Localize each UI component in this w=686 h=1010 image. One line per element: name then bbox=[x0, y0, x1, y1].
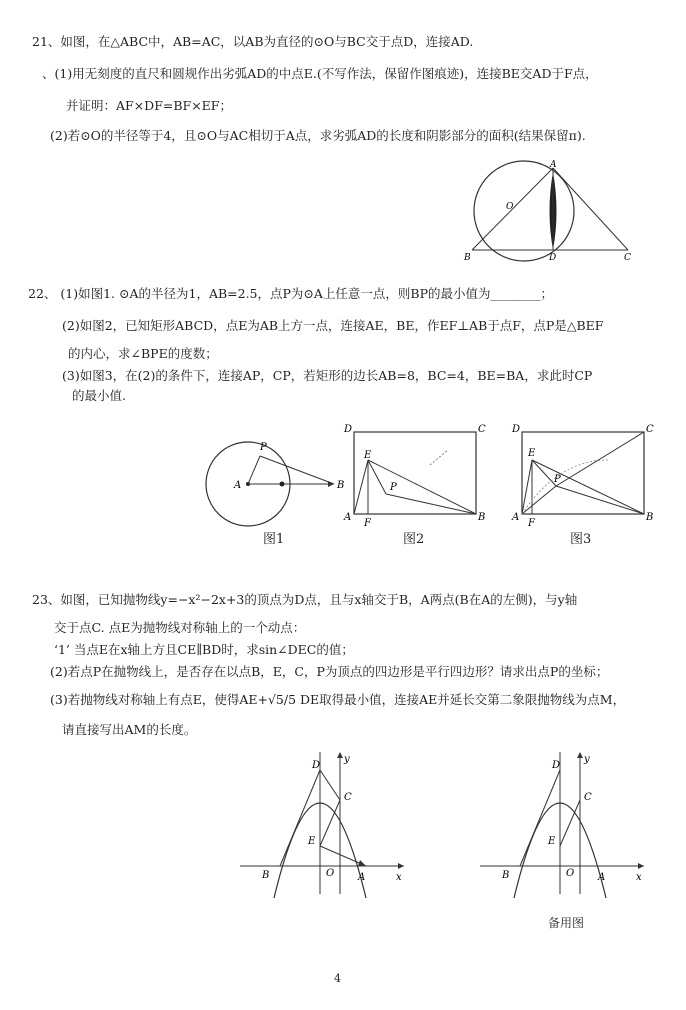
q23-main-label-a: A bbox=[358, 872, 366, 883]
q23-stem-line2: 交于点C. 点E为抛物线对称轴上的一个动点： bbox=[54, 620, 306, 635]
q23-figure-main bbox=[236, 748, 412, 898]
q23-part2: (2)若点P在抛物线上，是否存在以点B，E，C，P为顶点的四边形是平行四边形？请求出点P的坐标； bbox=[50, 664, 609, 679]
q21-stem: 21、如图，在△ABC中，AB=AC，以AB为直径的⊙O与BC交于点D，连接AD. bbox=[32, 34, 474, 49]
fig3-label-d: D bbox=[512, 424, 521, 435]
q22-figure-1 bbox=[200, 432, 350, 527]
fig2-label-e: E bbox=[364, 450, 372, 461]
caption-figure-1: 图1 bbox=[263, 532, 285, 547]
q21-part1-line2: 并证明：AF×DF=BF×EF； bbox=[66, 98, 232, 113]
q23-spare-label-o: O bbox=[566, 868, 575, 879]
page-number: 4 bbox=[334, 972, 341, 985]
fig3-label-b: B bbox=[646, 512, 654, 523]
q23-main-label-x: x bbox=[396, 872, 402, 883]
q21-label-o: O bbox=[506, 202, 514, 212]
q22-part1: 22、 (1)如图1. ⊙A的半径为1，AB=2.5，点P为⊙A上任意一点，则BP的最小值为________； bbox=[28, 286, 554, 301]
q21-label-a: A bbox=[550, 160, 557, 170]
q21-part2: (2)若⊙O的半径等于4，且⊙O与AC相切于A点，求劣弧AD的长度和阴影部分的面积(结果保留π). bbox=[50, 128, 586, 143]
fig2-label-b: B bbox=[478, 512, 486, 523]
q23-stem-line1: 23、如图，已知抛物线y=−x²−2x+3的顶点为D点，且与x轴交于B，A两点(B在A的左侧)，与y轴 bbox=[32, 592, 578, 607]
q23-part1: ‘1’ 当点E在x轴上方且CE∥BD时，求sin∠DEC的值； bbox=[54, 642, 354, 657]
fig3-label-p: P bbox=[554, 474, 561, 485]
caption-figure-2: 图2 bbox=[403, 532, 425, 547]
q23-spare-label-b: B bbox=[502, 870, 510, 881]
fig2-label-a: A bbox=[344, 512, 352, 523]
fig3-label-f: F bbox=[528, 518, 535, 529]
q21-figure bbox=[450, 158, 640, 268]
fig3-label-c: C bbox=[646, 424, 654, 435]
fig1-label-p: P bbox=[260, 442, 267, 453]
q21-label-b: B bbox=[464, 253, 471, 263]
q23-spare-label-c: C bbox=[584, 792, 592, 803]
q23-spare-label-y: y bbox=[584, 754, 590, 765]
q21-label-d: D bbox=[549, 253, 557, 263]
q23-part3-line1: (3)若抛物线对称轴上有点E，使得AE+√5/5 DE取得最小值，连接AE并延长交第二象限抛物线为点M， bbox=[50, 692, 626, 707]
fig1-label-a: A bbox=[234, 480, 242, 491]
q23-spare-label-e: E bbox=[548, 836, 556, 847]
q22-figure-3 bbox=[508, 420, 658, 530]
fig2-label-d: D bbox=[344, 424, 353, 435]
q23-main-label-e: E bbox=[308, 836, 316, 847]
q23-figure-spare bbox=[476, 748, 652, 898]
q23-main-label-o: O bbox=[326, 868, 335, 879]
q22-part3-line1: (3)如图3，在(2)的条件下，连接AP，CP，若矩形的边长AB=8，BC=4，BE=BA，求此时CP bbox=[62, 368, 593, 383]
fig2-label-f: F bbox=[364, 518, 371, 529]
q23-spare-label-x: x bbox=[636, 872, 642, 883]
q23-main-label-b: B bbox=[262, 870, 270, 881]
caption-spare-figure: 备用图 bbox=[548, 916, 585, 930]
q21-label-c: C bbox=[624, 253, 631, 263]
q23-spare-label-d: D bbox=[552, 760, 561, 771]
q21-part1-line1: 、(1)用无刻度的直尺和圆规作出劣弧AD的中点E.(不写作法，保留作图痕迹)，连接BE交AD于F点， bbox=[42, 66, 598, 81]
fig3-label-e: E bbox=[528, 448, 536, 459]
q23-main-label-d: D bbox=[312, 760, 321, 771]
fig2-label-c: C bbox=[478, 424, 486, 435]
q22-part2-line1: (2)如图2，已知矩形ABCD，点E为AB上方一点，连接AE，BE，作EF⊥AB于点F，点P是△BEF bbox=[62, 318, 604, 333]
fig3-label-a: A bbox=[512, 512, 520, 523]
q23-main-label-c: C bbox=[344, 792, 352, 803]
q23-main-label-y: y bbox=[344, 754, 350, 765]
q22-part3-line2: 的最小值. bbox=[72, 388, 126, 403]
q22-part2-line2: 的内心，求∠BPE的度数； bbox=[68, 346, 218, 361]
caption-figure-3: 图3 bbox=[570, 532, 592, 547]
q22-figure-2 bbox=[340, 420, 490, 530]
q23-spare-label-a: A bbox=[598, 872, 606, 883]
fig1-label-b: B bbox=[337, 480, 345, 491]
q23-part3-line2: 请直接写出AM的长度。 bbox=[62, 722, 197, 737]
fig2-label-p: P bbox=[390, 482, 397, 493]
